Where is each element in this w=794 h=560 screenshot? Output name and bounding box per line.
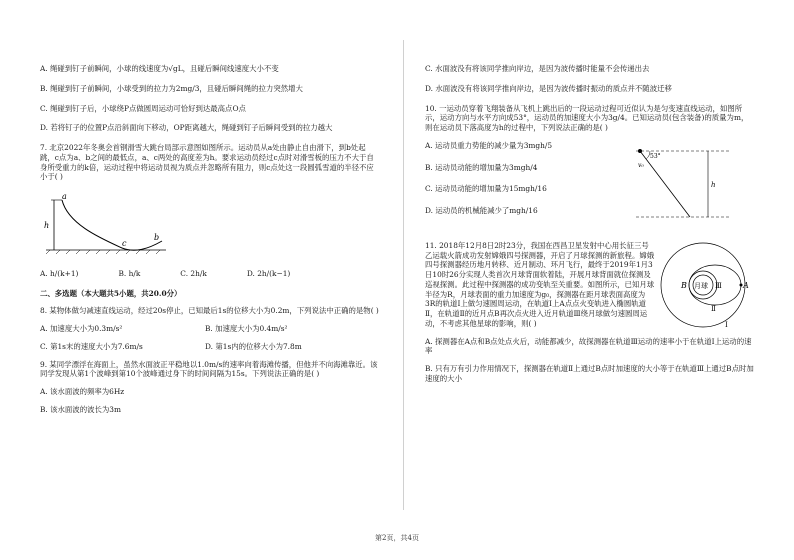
q8-option-b: B. 加速度大小为0.4m/s² xyxy=(205,324,288,334)
q6-option-b: B. 绳碰到钉子前瞬间，小球受到的拉力为2mg/3，且碰后瞬间绳的拉力突然增大 xyxy=(40,83,303,93)
question-8: 8. 某物体做匀减速直线运动，经过20s停止，已知最后1s的位移大小为0.2m，下列说法中正确的是物( ) xyxy=(40,306,379,316)
q8-options-row-2 xyxy=(40,342,380,352)
q9-option-d: D. 水面波没有将该同学推向岸边，是因为波传播时振动的质点并不随波迁移 xyxy=(425,83,672,93)
fig11-moon-label: 月球 xyxy=(694,281,708,290)
fig11-orbit-ii-label: Ⅱ xyxy=(711,304,716,313)
fig11-orbit-iii-label: Ⅲ xyxy=(715,281,722,290)
q8-option-a: A. 加速度大小为0.3m/s² xyxy=(40,324,123,334)
q9-option-c: C. 水面波没有将该同学推向岸边，是因为波传播时能量不会传递出去 xyxy=(425,64,650,73)
fig10-h-label: h xyxy=(711,180,716,189)
lunar-orbit-figure xyxy=(655,241,755,333)
q10-option-d: D. 运动员的机械能减少了mgh/16 xyxy=(425,206,538,216)
q7-option-a: A. h/(k+1) xyxy=(40,268,79,278)
q10-block xyxy=(425,141,755,233)
q7-option-d: D. 2h/(k−1) xyxy=(246,268,291,278)
q6-option-d: D. 若将钉子的位置P点沿斜面向下移动，OP距离越大，绳碰到钉子后瞬间受到的拉力越大 xyxy=(40,123,333,133)
q10-option-b: B. 运动员动能的增加量为3mgh/4 xyxy=(425,162,538,172)
fig11-orbit-i-label: Ⅰ xyxy=(725,320,728,329)
fig7-label-b: b xyxy=(154,233,160,243)
q11-block xyxy=(425,241,755,384)
question-10: 10. 一运动员穿着飞翔装备从飞机上跳出后的一段运动过程可近似认为是匀变速直线运动，如图所示，运动方向与水平方向成53°，运动员的加速度大小为3g/4。已知运动员(包含装备)的质量为m，则在运动员下落高度为h的过程中，下列说法正确的是( ) xyxy=(425,103,749,133)
q11-option-b: B. 只有万有引力作用情况下，探测器在轨道Ⅱ上通过B点时加速度的大小等于在轨道Ⅲ上通过B点时加速度的大小 xyxy=(425,364,754,384)
q9-option-a: A. 该水面波的频率为6Hz xyxy=(40,387,125,397)
column-divider xyxy=(403,40,404,510)
question-7: 7. 北京2022年冬奥会首钢滑雪大跳台局部示意图如图所示。运动员从a处由静止自由滑下，到b处起跳，c点为a、b之间的最低点，a、c两处的高度差为h。要求运动员经过c点时对滑雪板的压力不大于自身所受重力的k倍，运动过程中将运动员视为质点并忽略所有阻力，则c点处这一段圆弧雪道的半径不应小于( ) xyxy=(40,143,374,182)
q8-option-d: D. 第1s内的位移大小为7.8m xyxy=(205,341,302,351)
q7-option-b: B. h/k xyxy=(118,268,141,278)
q7-options xyxy=(40,269,380,279)
q6-option-c: C. 绳碰到钉子后，小球绕P点做圆周运动可恰好到达最高点O点 xyxy=(40,103,246,113)
q11-option-a: A. 探测器在A点和B点处点火后，动能都减少，故探测器在轨道Ⅲ运动的速率小于在轨道Ⅰ上运动的速率 xyxy=(425,336,752,356)
fig11-point-a-label: A xyxy=(743,280,749,290)
fig10-angle-label: 53° xyxy=(650,152,661,160)
left-column xyxy=(40,60,380,418)
fig11-point-b-label: B xyxy=(681,280,687,290)
q10-option-a: A. 运动员重力势能的减少量为3mgh/5 xyxy=(425,140,553,150)
right-column xyxy=(425,60,755,387)
skydiver-figure xyxy=(630,141,740,231)
fig7-label-c: c xyxy=(122,239,127,249)
question-11: 11. 2018年12月8日2时23分，我国在西昌卫星发射中心用长征三号乙运载火箭成功发射嫦娥四号探测器，开启了月球探测的新旅程。嫦娥四号探测器经历地月转移、近月制动、环月飞行，最终于2019年1月3日10时26分实现人类首次月球背面软着陆，开展月球背面就位探测及巡视探测。此过程中探测器的成功变轨至关重要。如图所示，已知月球半径为R，月球表面的重力加速度为g₀，探测器在距月球表面高度为3R的轨道Ⅰ上做匀速圆周运动，在轨道Ⅰ上A点点火变轨进入椭圆轨道Ⅱ，在轨道Ⅱ的近月点B再次点火进入近月轨道Ⅲ绕月球做匀速圆周运动，不考虑其他星球的影响，则( ) xyxy=(425,240,655,328)
section-2-heading: 二、多选题（本大题共5小题，共20.0分） xyxy=(40,288,182,298)
ski-jump-figure xyxy=(40,194,170,256)
question-9: 9. 某同学漂浮在海面上，虽然水面波正平稳地以1.0m/s的速率向着海滩传播，但他并不向海滩靠近。该同学发现从第1个波峰到第10个波峰通过身下的时间间隔为15s。下列说法正确的是( ) xyxy=(40,359,378,379)
q10-option-c: C. 运动员动能的增加量为15mgh/16 xyxy=(425,184,547,194)
q9-option-b: B. 该水面波的波长为3m xyxy=(40,405,121,415)
fig7-label-h: h xyxy=(44,221,50,231)
q8-option-c: C. 第1s末的速度大小为7.6m/s xyxy=(40,341,143,351)
fig7-label-a: a xyxy=(62,194,67,202)
q7-option-c: C. 2h/k xyxy=(180,268,207,278)
q6-option-a: A. 绳碰到钉子前瞬间，小球的线速度为√gL，且碰后瞬间线速度大小不变 xyxy=(40,64,279,73)
page-footer: 第2页，共4页 xyxy=(375,534,419,542)
fig10-v0-label: v₀ xyxy=(638,161,644,169)
q8-options-row-1 xyxy=(40,324,380,334)
